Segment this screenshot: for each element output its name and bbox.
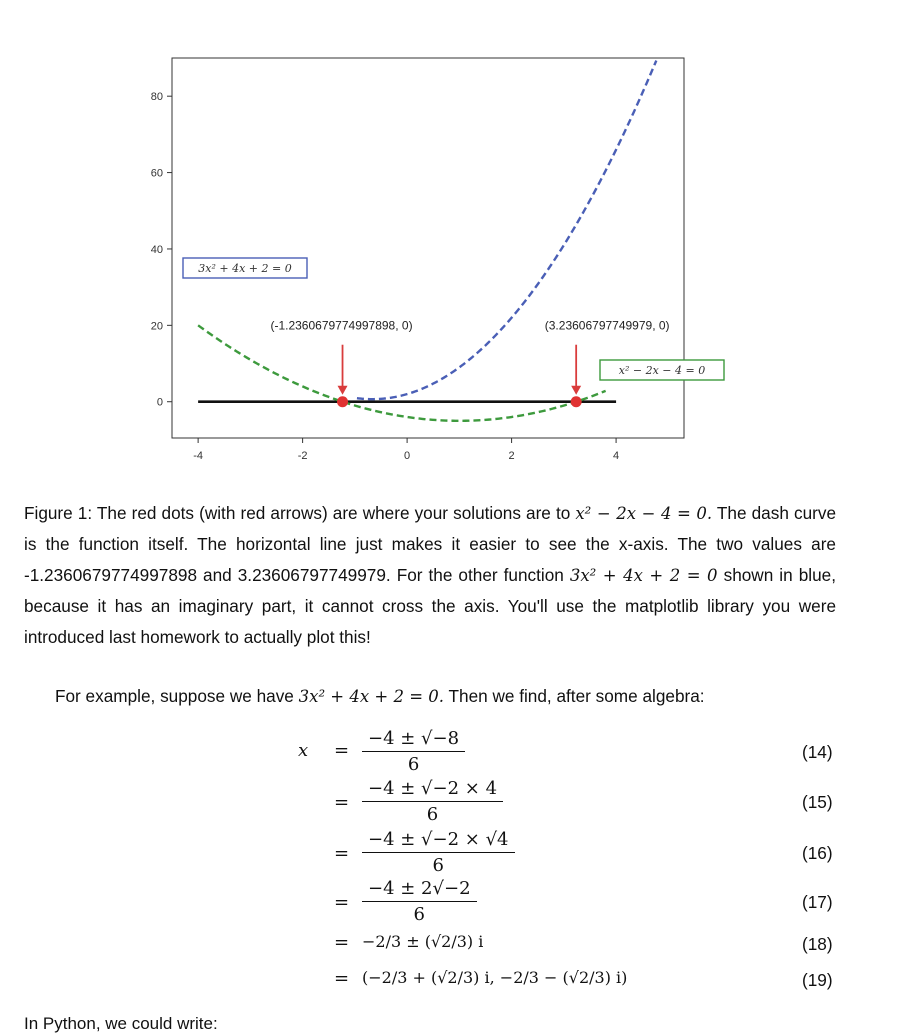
root-label: (3.23606797749979, 0) xyxy=(544,318,670,333)
numerator: −4 ± √−2 × √4 xyxy=(362,829,515,853)
red-arrow-head xyxy=(571,386,581,395)
figure-plot xyxy=(0,0,903,470)
green-legend-text: x² − 2x − 4 = 0 xyxy=(618,364,706,377)
equation-number: (17) xyxy=(802,892,833,912)
numerator: −4 ± √−2 × 4 xyxy=(362,778,503,802)
curves xyxy=(198,61,656,421)
intro-after: Then we find, after some algebra: xyxy=(448,686,705,706)
equation-number: (19) xyxy=(802,970,833,990)
equals-sign: = xyxy=(334,740,350,761)
denominator: 6 xyxy=(407,754,420,775)
equation-row xyxy=(0,968,903,998)
equation-number: (14) xyxy=(802,742,833,762)
blue-legend-text: 3x² + 4x + 2 = 0 xyxy=(198,262,292,275)
annotations xyxy=(183,258,724,407)
equals-sign: = xyxy=(334,792,350,813)
equation-row xyxy=(0,878,903,928)
denominator: 6 xyxy=(432,855,444,876)
equation-number: (15) xyxy=(802,792,833,812)
caption-part1: Figure 1: The red dots (with red arrows) are where your solutions are to xyxy=(24,503,571,523)
blue-dashed-curve xyxy=(357,61,656,400)
numerator: −4 ± √−8 xyxy=(362,728,465,752)
root-dot xyxy=(571,396,582,407)
intro-before: For example, suppose we have xyxy=(55,686,294,706)
y-tick-label: 80 xyxy=(150,91,163,104)
root-label: (-1.2360679774997898, 0) xyxy=(270,318,413,333)
x-tick-label: -2 xyxy=(297,450,308,462)
fraction xyxy=(362,728,465,775)
y-tick-label: 0 xyxy=(156,396,163,409)
caption-equation-1: x² − 2x − 4 = 0. xyxy=(575,504,713,523)
y-tick-label: 60 xyxy=(150,167,163,180)
numerator: −4 ± 2√−2 xyxy=(362,878,477,902)
x-tick-label: 4 xyxy=(613,450,620,462)
x-tick-label: 0 xyxy=(404,450,411,462)
example-intro xyxy=(55,686,705,707)
fraction xyxy=(362,778,503,825)
equals-sign: = xyxy=(334,892,350,913)
caption-part3: shown in blue, because it has an imaginary part, it cannot cross the axis. You'll use the matplotlib library you were introduced last homework to actually plot this! xyxy=(24,565,836,647)
intro-equation: 3x² + 4x + 2 = 0. xyxy=(298,687,445,706)
equation-number: (16) xyxy=(802,843,833,863)
fraction xyxy=(362,878,477,925)
footer-cut-text: In Python, we could write: xyxy=(24,1014,218,1033)
plot-frame xyxy=(172,58,684,438)
figure-caption xyxy=(24,498,836,653)
x-tick-label: -4 xyxy=(193,450,204,462)
equation-row xyxy=(0,778,903,828)
equation-inline: −2/3 ± (√2/3) i xyxy=(362,932,484,951)
denominator: 6 xyxy=(413,904,425,925)
denominator: 6 xyxy=(426,804,439,825)
y-tick-label: 40 xyxy=(150,243,163,256)
equals-sign: = xyxy=(334,968,350,989)
equation-lhs: x xyxy=(298,740,309,761)
y-tick-label: 20 xyxy=(150,320,163,333)
fraction xyxy=(362,829,515,876)
red-arrow-head xyxy=(338,386,348,395)
caption-equation-2: 3x² + 4x + 2 = 0 xyxy=(569,566,718,585)
equation-row xyxy=(0,932,903,962)
equals-sign: = xyxy=(334,932,350,953)
green-dashed-curve xyxy=(198,325,606,420)
root-dot xyxy=(337,396,348,407)
equation-number: (18) xyxy=(802,934,833,954)
equation-inline: (−2/3 + (√2/3) i, −2/3 − (√2/3) i) xyxy=(362,968,628,987)
caption-part2: The dash curve is the function itself. The horizontal line just makes it easier to see the x-axis. The two values are -1.2360679774997898 and 3.23606797749979. For the other function xyxy=(24,503,837,585)
x-tick-label: 2 xyxy=(508,450,515,462)
equation-row xyxy=(0,728,903,778)
equation-row xyxy=(0,829,903,879)
equals-sign: = xyxy=(334,843,350,864)
